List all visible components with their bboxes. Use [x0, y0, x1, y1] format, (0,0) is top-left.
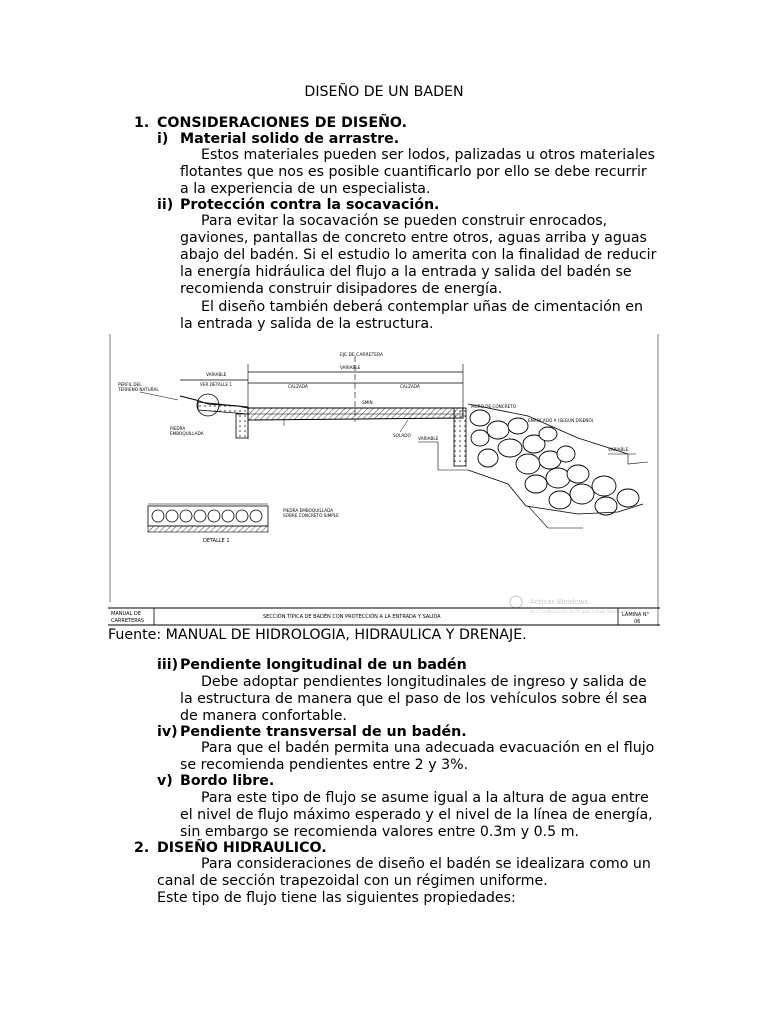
- drawing-label-calzada: CALZADA: [400, 384, 420, 389]
- paragraph-line: Estos materiales pueden ser lodos, palizadas u otros materiales: [201, 147, 655, 163]
- paragraph-line: Este tipo de flujo tiene las siguientes propiedades:: [157, 890, 516, 906]
- drawing-label-perfil: TERRENO NATURAL: [118, 387, 159, 392]
- drawing-label-smin: SMIN: [362, 400, 373, 405]
- drawing-label-perfil: PERFIL DEL: [118, 382, 142, 387]
- section-1-number: 1.: [134, 115, 150, 131]
- item-iii-heading: Pendiente longitudinal de un badén: [180, 657, 467, 673]
- title-block-lamina-number: 06: [634, 619, 641, 625]
- drawing-label-piedra-detalle: SOBRE CONCRETO SIMPLE: [283, 513, 339, 518]
- paragraph-line: Para evitar la socavación se pueden construir enrocados,: [201, 213, 608, 229]
- drawing-label-variable: VARIABLE: [340, 365, 361, 370]
- item-ii-label: ii): [157, 197, 174, 213]
- item-i-heading: Material solido de arrastre.: [180, 131, 400, 147]
- baden-section-drawing: [108, 334, 660, 626]
- drawing-label-enrocado: ENROCADO A (SEGÚN DISEÑO): [528, 418, 594, 423]
- paragraph-line: a la experiencia de un especialista.: [180, 181, 431, 197]
- paragraph-line: la estructura de manera que el paso de los vehículos sobre él sea: [180, 691, 648, 707]
- drawing-label-piedra: EMBOQUILLADA: [170, 431, 204, 436]
- paragraph-line: Para este tipo de flujo se asume igual a la altura de agua entre: [201, 790, 649, 806]
- item-v-label: v): [157, 773, 173, 789]
- paragraph-line: flotantes que nos es posible cuantificarlo por ello se debe recurrir: [180, 164, 647, 180]
- item-iii-label: iii): [157, 657, 179, 673]
- drawing-label-muro: MURO DE CONCRETO: [471, 404, 517, 409]
- drawing-label-piedra: PIEDRA: [170, 426, 186, 431]
- watermark-subtitle: Ve a Configuración de PC para activar Windows.: [530, 609, 627, 614]
- paragraph-line: gaviones, pantallas de concreto entre otros, aguas arriba y aguas: [180, 230, 647, 246]
- paragraph-line: se recomienda pendientes entre 2 y 3%.: [180, 757, 469, 773]
- drawing-label-calzada: CALZADA: [288, 384, 308, 389]
- paragraph-line: de manera confortable.: [180, 708, 347, 724]
- drawing-label-piedra-detalle: PIEDRA EMBOQUILLADA: [283, 508, 334, 513]
- paragraph-line: la energía hidráulica del flujo a la entrada y salida del badén se: [180, 264, 632, 280]
- section-2-heading: DISEÑO HIDRAULICO.: [157, 840, 327, 856]
- item-v-heading: Bordo libre.: [180, 773, 275, 789]
- item-iv-heading: Pendiente transversal de un badén.: [180, 724, 467, 740]
- figure-source: Fuente: MANUAL DE HIDROLOGIA, HIDRAULICA Y DRENAJE.: [108, 627, 527, 643]
- item-i-label: i): [157, 131, 169, 147]
- drawing-label-variable: VARIABLE: [418, 436, 439, 441]
- paragraph-line: Para que el badén permita una adecuada evacuación en el flujo: [201, 740, 655, 756]
- drawing-label-variable: VARIABLE: [206, 372, 227, 377]
- paragraph-line: sin embargo se recomienda valores entre 0.3m y 0.5 m.: [180, 824, 580, 840]
- section-1-heading: CONSIDERACIONES DE DISEÑO.: [157, 115, 408, 131]
- title-block-lamina: LÁMINA N°: [622, 612, 650, 618]
- page-title: DISEÑO DE UN BADEN: [304, 84, 464, 100]
- paragraph-line: el nivel de flujo máximo esperado y el nivel de la línea de energía,: [180, 807, 653, 823]
- paragraph-line: Para consideraciones de diseño el badén se idealizara como un: [201, 856, 651, 872]
- drawing-label-detalle: DETALLE 1: [203, 538, 230, 544]
- drawing-label-eje: EJE DE CARRETERA: [340, 353, 384, 358]
- drawing-label-variable: VARIABLE: [608, 447, 629, 452]
- paragraph-line: canal de sección trapezoidal con un régimen uniforme.: [157, 873, 548, 889]
- paragraph-line: abajo del badén. Si el estudio lo amerita con la finalidad de reducir: [180, 247, 657, 263]
- section-2-number: 2.: [134, 840, 150, 856]
- item-iv-label: iv): [157, 724, 178, 740]
- drawing-label-solado: SOLADO: [393, 433, 411, 438]
- paragraph-line: recomienda construir disipadores de energía.: [180, 281, 503, 297]
- paragraph-line: El diseño también deberá contemplar uñas de cimentación en: [201, 299, 644, 315]
- title-block-manual: CARRETERAS: [111, 618, 145, 624]
- item-ii-heading: Protección contra la socavación.: [180, 197, 440, 213]
- title-block-manual: MANUAL DE: [111, 611, 141, 617]
- watermark-title: Activar Windows: [530, 598, 588, 606]
- paragraph-line: la entrada y salida de la estructura.: [180, 316, 434, 332]
- paragraph-line: Debe adoptar pendientes longitudinales de ingreso y salida de: [201, 674, 647, 690]
- drawing-label-ver-detalle: VER DETALLE 1: [200, 382, 233, 387]
- title-block-caption: SECCIÓN TÍPICA DE BADÉN CON PROTECCIÓN A LA ENTRADA Y SALIDA: [263, 614, 441, 620]
